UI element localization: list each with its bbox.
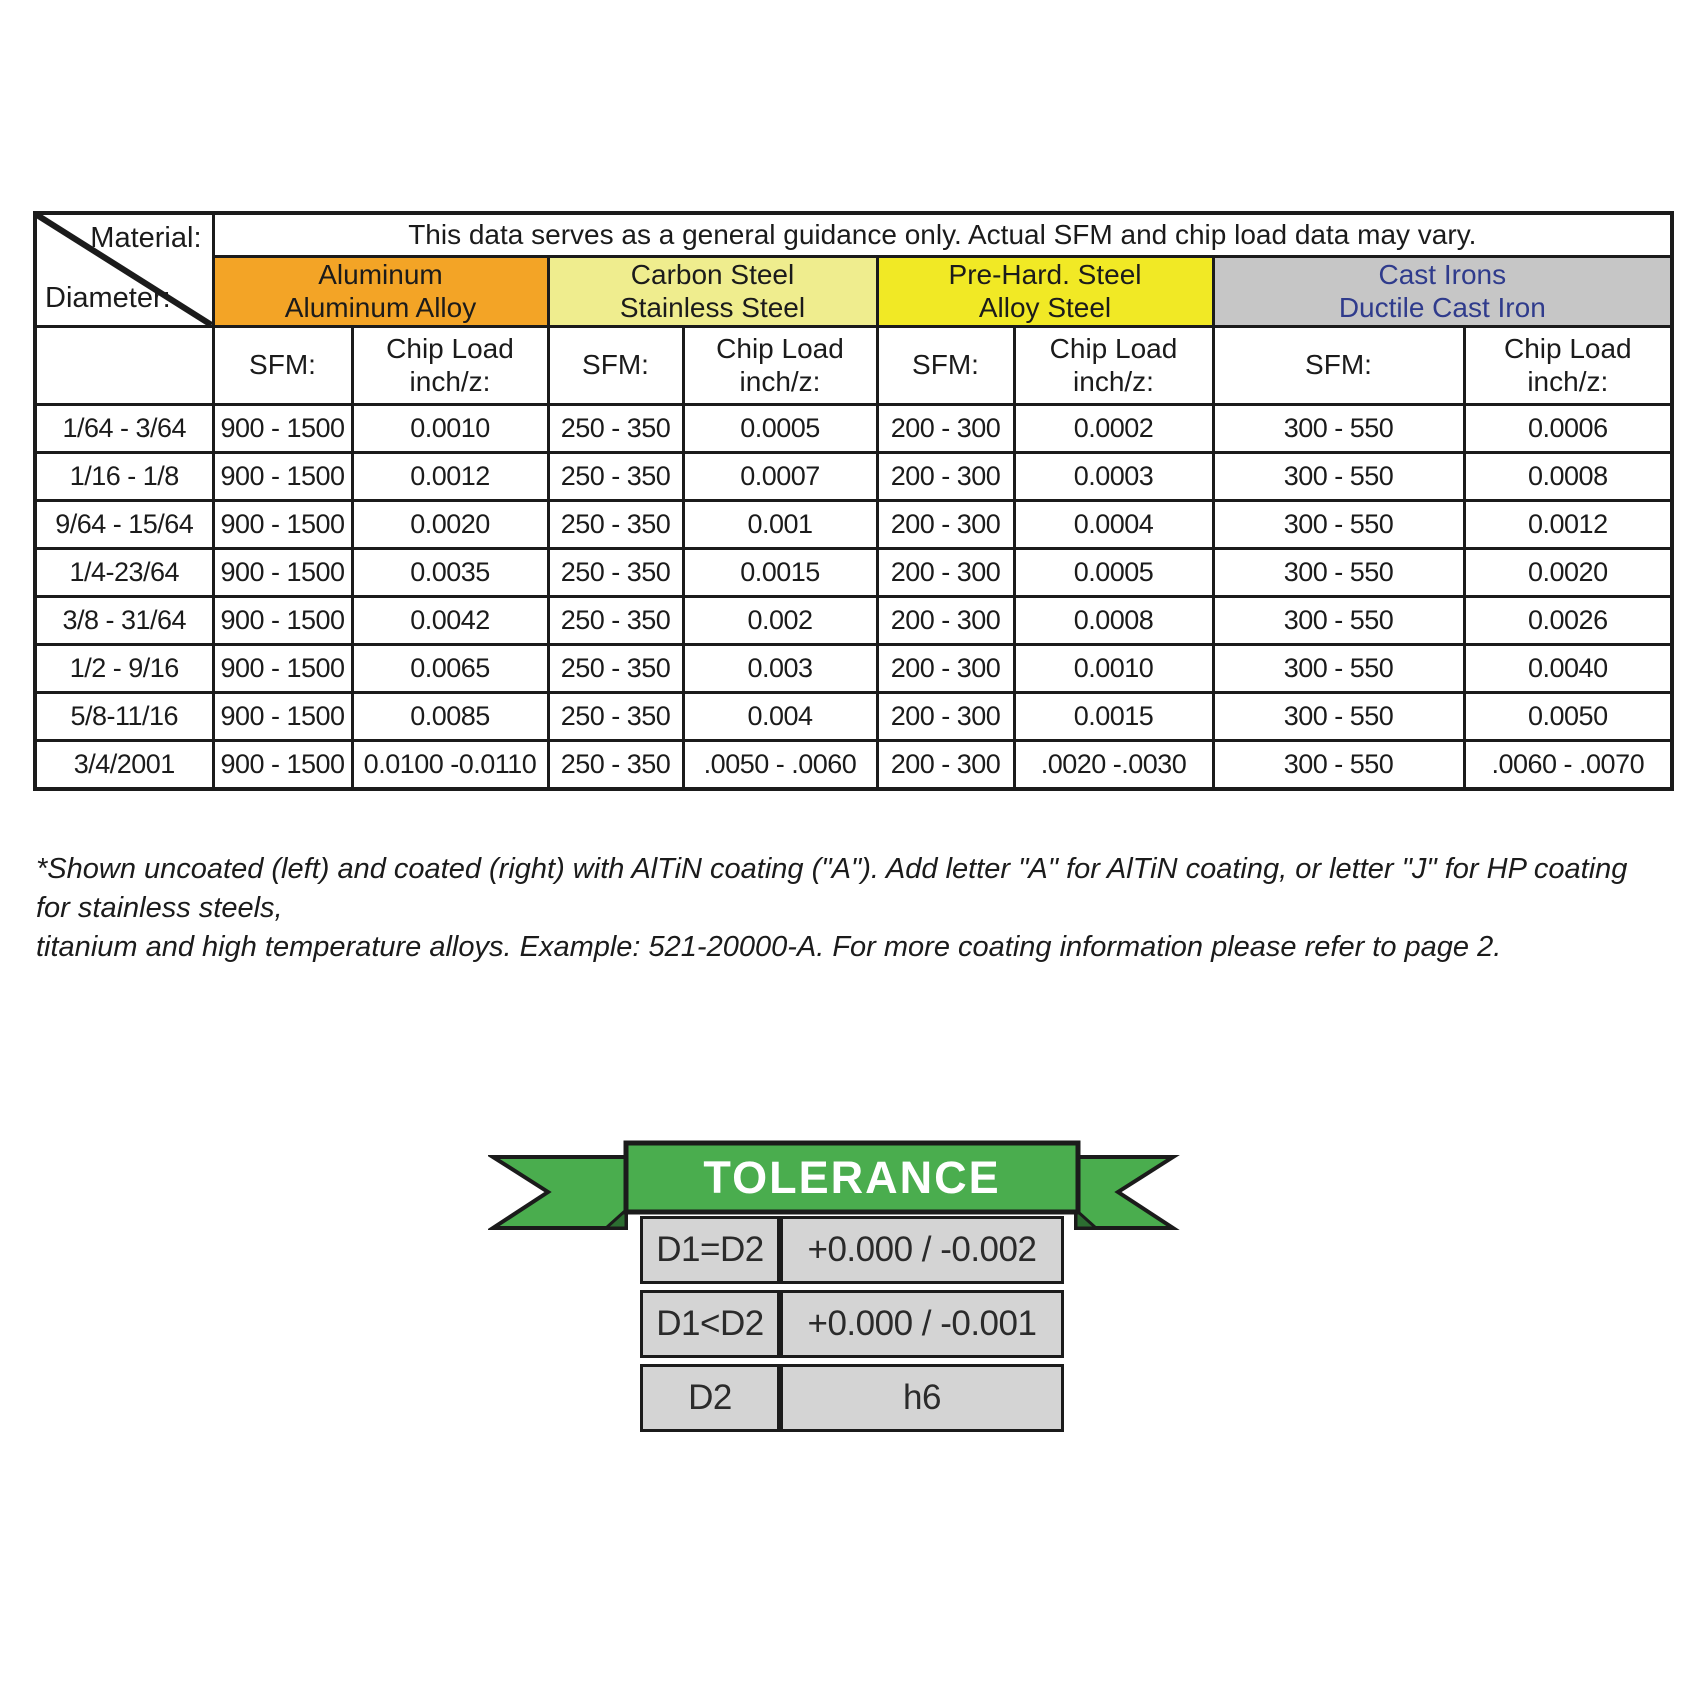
tolerance-table — [640, 1210, 1064, 1438]
diameter-cell: 1/4-23/64 — [35, 549, 213, 597]
sfm-cell: 300 - 550 — [1213, 405, 1464, 453]
diameter-cell: 3/8 - 31/64 — [35, 597, 213, 645]
empty-corner-cell — [35, 327, 213, 405]
material-group-aluminum — [213, 257, 548, 327]
tolerance-value: +0.000 / -0.001 — [780, 1290, 1064, 1358]
diameter-label: Diameter: — [45, 281, 171, 314]
table-row — [35, 597, 1672, 645]
material-group-line1: Pre-Hard. Steel — [948, 259, 1142, 291]
sfm-cell: 900 - 1500 — [213, 741, 352, 790]
chip-load-cell: 0.0005 — [1014, 549, 1213, 597]
sfm-cell: 250 - 350 — [548, 693, 683, 741]
chip-load-header-line2: inch/z: — [739, 365, 821, 397]
chip-load-header-line1: Chip Load — [1503, 333, 1632, 365]
sfm-cell: 300 - 550 — [1213, 501, 1464, 549]
material-group-prehard-steel — [877, 257, 1213, 327]
sfm-cell: 900 - 1500 — [213, 453, 352, 501]
material-group-cast-irons — [1213, 257, 1672, 327]
chip-load-header-line1: Chip Load — [386, 333, 514, 365]
material-group-line2: Alloy Steel — [978, 291, 1112, 323]
material-group-line2: Ductile Cast Iron — [1338, 291, 1546, 323]
chip-load-header-line2: inch/z: — [409, 365, 491, 397]
sfm-cell: 250 - 350 — [548, 597, 683, 645]
sfm-cell: 300 - 550 — [1213, 741, 1464, 790]
tolerance-condition: D1<D2 — [640, 1290, 780, 1358]
sfm-cell: 200 - 300 — [877, 501, 1014, 549]
sfm-cell: 200 - 300 — [877, 597, 1014, 645]
chip-load-cell: 0.0008 — [1014, 597, 1213, 645]
diameter-cell: 1/16 - 1/8 — [35, 453, 213, 501]
sfm-cell: 250 - 350 — [548, 453, 683, 501]
column-headers-row — [35, 327, 1672, 405]
sfm-cell: 200 - 300 — [877, 549, 1014, 597]
sfm-cell: 250 - 350 — [548, 741, 683, 790]
tolerance-row — [640, 1364, 1064, 1432]
chip-load-cell: 0.0015 — [1014, 693, 1213, 741]
chip-load-cell: .0020 -.0030 — [1014, 741, 1213, 790]
material-group-line1: Carbon Steel — [630, 259, 795, 291]
chip-load-header-line1: Chip Load — [1049, 333, 1178, 365]
sfm-cell: 300 - 550 — [1213, 693, 1464, 741]
sfm-cell: 250 - 350 — [548, 549, 683, 597]
sfm-cell: 250 - 350 — [548, 501, 683, 549]
table-row — [35, 741, 1672, 790]
tolerance-row — [640, 1290, 1064, 1358]
table-row — [35, 453, 1672, 501]
chip-load-cell: 0.0005 — [683, 405, 877, 453]
chip-load-cell: 0.0007 — [683, 453, 877, 501]
diameter-cell: 1/2 - 9/16 — [35, 645, 213, 693]
speeds-feeds-table — [33, 211, 1674, 791]
sfm-cell: 200 - 300 — [877, 453, 1014, 501]
chip-load-cell: .0050 - .0060 — [683, 741, 877, 790]
sfm-cell: 200 - 300 — [877, 405, 1014, 453]
sfm-cell: 900 - 1500 — [213, 501, 352, 549]
chip-load-cell: 0.0010 — [1014, 645, 1213, 693]
table-row — [35, 501, 1672, 549]
sfm-cell: 250 - 350 — [548, 405, 683, 453]
chip-load-header — [352, 327, 548, 405]
table-row — [35, 405, 1672, 453]
material-group-line2: Stainless Steel — [619, 291, 806, 323]
sfm-cell: 300 - 550 — [1213, 453, 1464, 501]
chip-load-cell: 0.0020 — [352, 501, 548, 549]
chip-load-cell: 0.0012 — [1464, 501, 1672, 549]
material-group-line2: Aluminum Alloy — [284, 291, 477, 323]
sfm-header: SFM: — [1213, 327, 1464, 405]
ribbon-left-tail — [493, 1157, 626, 1228]
chip-load-cell: 0.0020 — [1464, 549, 1672, 597]
sfm-cell: 200 - 300 — [877, 693, 1014, 741]
material-group-line1: Cast Irons — [1378, 259, 1507, 291]
chip-load-cell: 0.002 — [683, 597, 877, 645]
chip-load-cell: 0.0008 — [1464, 453, 1672, 501]
sfm-cell: 900 - 1500 — [213, 549, 352, 597]
chip-load-header-line2: inch/z: — [1073, 365, 1154, 397]
sfm-header: SFM: — [548, 327, 683, 405]
tolerance-condition: D1=D2 — [640, 1216, 780, 1284]
chip-load-cell: 0.001 — [683, 501, 877, 549]
diameter-cell: 9/64 - 15/64 — [35, 501, 213, 549]
diameter-cell: 1/64 - 3/64 — [35, 405, 213, 453]
chip-load-cell: .0060 - .0070 — [1464, 741, 1672, 790]
chip-load-cell: 0.0006 — [1464, 405, 1672, 453]
chip-load-cell: 0.003 — [683, 645, 877, 693]
diameter-cell: 3/4/2001 — [35, 741, 213, 790]
material-groups-row — [35, 257, 1672, 327]
chip-load-cell: 0.0026 — [1464, 597, 1672, 645]
tolerance-value: +0.000 / -0.002 — [780, 1216, 1064, 1284]
table-row — [35, 645, 1672, 693]
sfm-cell: 250 - 350 — [548, 645, 683, 693]
sfm-cell: 900 - 1500 — [213, 645, 352, 693]
chip-load-cell: 0.0085 — [352, 693, 548, 741]
chip-load-cell: 0.0065 — [352, 645, 548, 693]
chip-load-cell: 0.0003 — [1014, 453, 1213, 501]
chip-load-cell: 0.0002 — [1014, 405, 1213, 453]
sfm-cell: 200 - 300 — [877, 741, 1014, 790]
chip-load-header — [1464, 327, 1672, 405]
coating-footnote-line2: titanium and high temperature alloys. Example: 521-20000-A. For more coating information please refer to page 2. — [36, 930, 1502, 963]
coating-footnote — [36, 850, 1666, 967]
sfm-header: SFM: — [213, 327, 352, 405]
chip-load-cell: 0.0040 — [1464, 645, 1672, 693]
sfm-cell: 900 - 1500 — [213, 597, 352, 645]
material-label: Material: — [90, 222, 202, 254]
table-row — [35, 549, 1672, 597]
tolerance-title: TOLERANCE — [703, 1151, 1001, 1203]
chip-load-cell: 0.0010 — [352, 405, 548, 453]
sfm-cell: 300 - 550 — [1213, 549, 1464, 597]
sfm-header: SFM: — [877, 327, 1014, 405]
chip-load-header — [1014, 327, 1213, 405]
tolerance-condition: D2 — [640, 1364, 780, 1432]
chip-load-cell: 0.0004 — [1014, 501, 1213, 549]
tolerance-row — [640, 1216, 1064, 1284]
chip-load-cell: 0.0035 — [352, 549, 548, 597]
chip-load-cell: 0.0050 — [1464, 693, 1672, 741]
chip-load-cell: 0.0012 — [352, 453, 548, 501]
guidance-text: This data serves as a general guidance only. Actual SFM and chip load data may vary. — [213, 213, 1672, 257]
sfm-cell: 900 - 1500 — [213, 693, 352, 741]
chip-load-cell: 0.0100 -0.0110 — [352, 741, 548, 790]
table-body — [35, 405, 1672, 790]
chip-load-header-line2: inch/z: — [1527, 365, 1609, 397]
tolerance-value: h6 — [780, 1364, 1064, 1432]
sfm-cell: 900 - 1500 — [213, 405, 352, 453]
diameter-cell: 5/8-11/16 — [35, 693, 213, 741]
ribbon-right-tail — [1076, 1157, 1173, 1228]
chip-load-cell: 0.0042 — [352, 597, 548, 645]
sfm-cell: 300 - 550 — [1213, 645, 1464, 693]
material-group-carbon-steel — [548, 257, 877, 327]
chip-load-cell: 0.0015 — [683, 549, 877, 597]
table-row — [35, 693, 1672, 741]
chip-load-header-line1: Chip Load — [716, 333, 844, 365]
chip-load-header — [683, 327, 877, 405]
coating-footnote-line1: *Shown uncoated (left) and coated (right) with AlTiN coating ("A"). Add letter "A" for AlTiN coating, or letter "J" for HP coating for stainless steels, — [36, 853, 1628, 924]
chip-load-cell: 0.004 — [683, 693, 877, 741]
material-diameter-corner-cell — [35, 213, 213, 327]
sfm-cell: 300 - 550 — [1213, 597, 1464, 645]
guidance-row — [35, 213, 1672, 257]
sfm-cell: 200 - 300 — [877, 645, 1014, 693]
material-group-line1: Aluminum — [318, 259, 443, 291]
